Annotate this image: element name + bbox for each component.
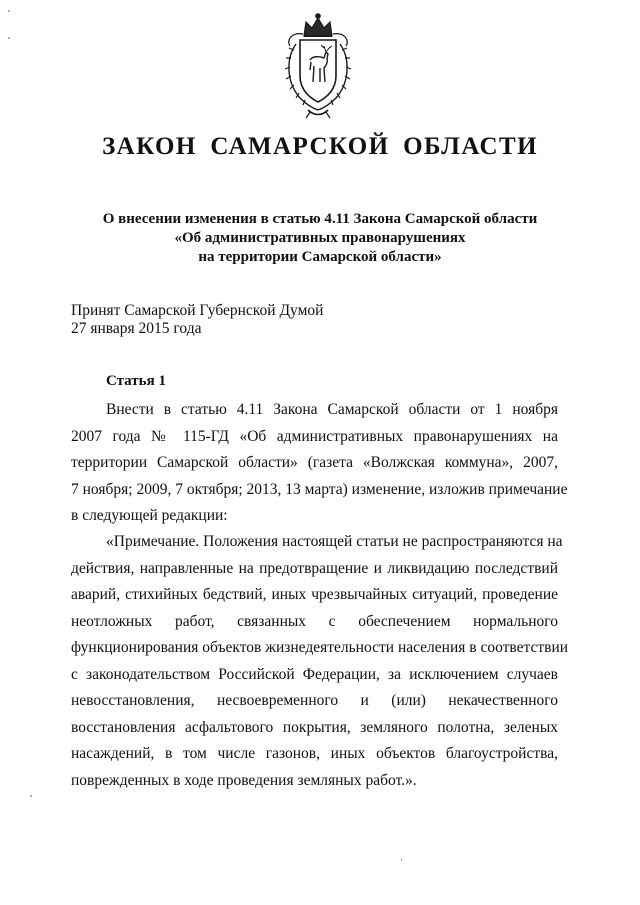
- scan-speck: [8, 10, 10, 12]
- paragraph-line: поврежденных в ходе проведения земляных работ.».: [71, 771, 417, 789]
- paragraph-line: «Примечание. Положения настоящей статьи не распространяются на: [106, 533, 563, 550]
- paragraph-line: с законодательством Российской Федерации, за исключением случаев: [71, 665, 558, 683]
- paragraph-line: Внести в статью 4.11 Закона Самарской области от 1 ноября: [106, 401, 558, 418]
- scan-speck: [401, 858, 402, 861]
- article-paragraph-1: [71, 399, 568, 532]
- adopted-date: 27 января 2015 года: [71, 320, 202, 337]
- subject-line: «Об административных правонарушениях: [174, 230, 466, 246]
- paragraph-line: аварий, стихийных бедствий, иных чрезвычайных ситуаций, проведение: [71, 586, 558, 603]
- article-paragraph-2: [71, 531, 569, 796]
- paragraph-line: в следующей редакции:: [71, 507, 228, 524]
- adopted-by: Принят Самарской Губернской Думой: [71, 302, 324, 319]
- scan-speck: [8, 37, 10, 39]
- subject-line: О внесении изменения в статью 4.11 Закона Самарской области: [102, 211, 538, 227]
- paragraph-line: действия, направленные на предотвращение и ликвидацию последствий: [71, 559, 558, 577]
- law-title: ЗАКОН САМАРСКОЙ ОБЛАСТИ: [102, 133, 538, 160]
- law-subject: [0, 210, 640, 267]
- paragraph-line: функционирования объектов жизнедеятельности населения в соответствии: [71, 639, 569, 656]
- article-title: Статья 1: [106, 373, 166, 389]
- paragraph-line: 2007 года № 115-ГД «Об административных правонарушениях на: [71, 427, 558, 445]
- paragraph-line: территории Самарской области» (газета «Волжская коммуна», 2007,: [71, 454, 558, 471]
- subject-line: на территории Самарской области»: [198, 249, 442, 265]
- adoption-info: [71, 302, 323, 338]
- paragraph-line: неотложных работ, связанных с обеспечением нормального: [71, 612, 558, 630]
- scan-speck: [30, 795, 32, 797]
- paragraph-line: насаждений, в том числе газонов, иных объектов благоустройства,: [71, 745, 558, 762]
- paragraph-line: невосстановления, несвоевременного и (или) некачественного: [71, 692, 558, 709]
- coat-of-arms-icon: [270, 10, 366, 120]
- paragraph-line: 7 ноября; 2009, 7 октября; 2013, 13 марта) изменение, изложив примечание: [71, 480, 568, 498]
- paragraph-line: восстановления асфальтового покрытия, земляного полотна, зеленых: [71, 718, 558, 736]
